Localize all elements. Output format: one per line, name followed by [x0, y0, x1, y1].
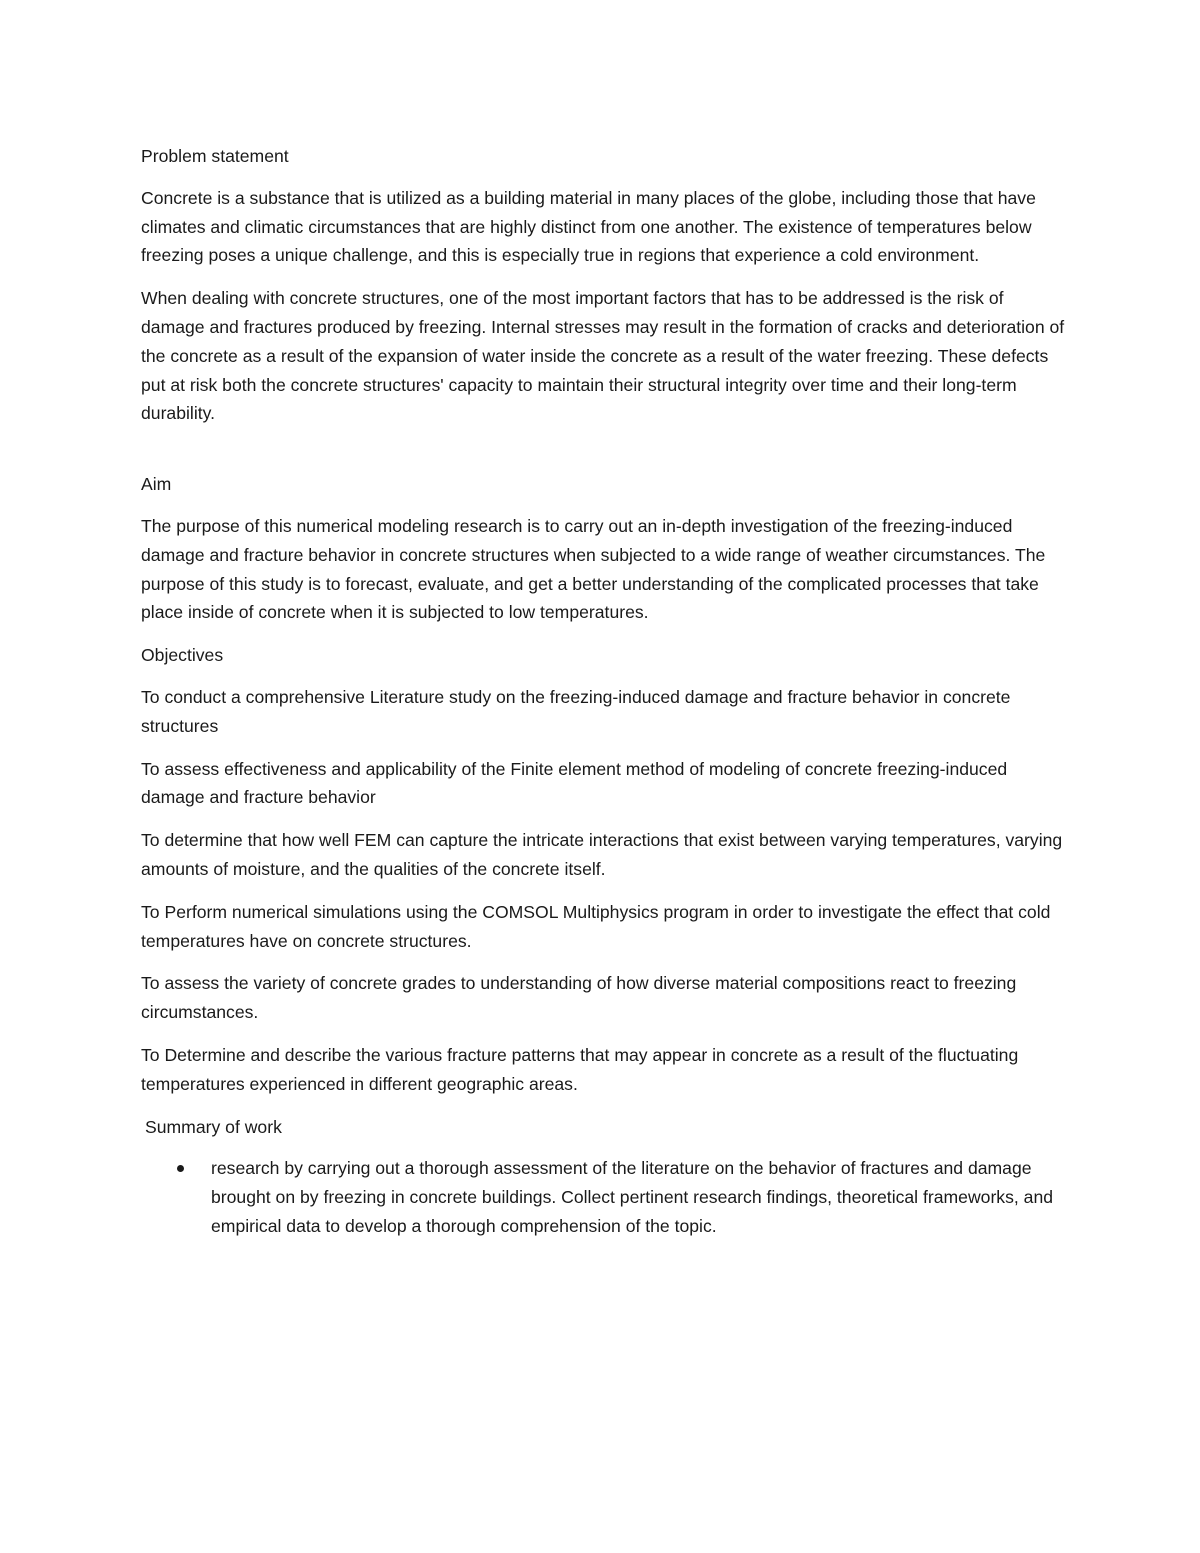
objective-item: To assess effectiveness and applicability of the Finite element method of modeling of concrete freezing-induced damage and fracture behavior: [141, 758, 1008, 808]
summary-bullet-item: [141, 1154, 1071, 1240]
document-page: [141, 142, 1071, 1255]
aim-paragraph: The purpose of this numerical modeling research is to carry out an in-depth investigation of the freezing-induced damage and fracture behavior in concrete structures when subjected to a wide range of weather circumstances. The purpose of this study is to forecast, evaluate, and get a better understanding of the complicated processes that take place inside of concrete when it is subjected to low temperatures.: [141, 515, 1046, 623]
objectives-heading: Objectives: [141, 645, 224, 666]
summary-heading: Summary of work: [145, 1116, 282, 1137]
objective-item: To Determine and describe the various fracture patterns that may appear in concrete as a result of the fluctuating temperatures experienced in different geographic areas.: [141, 1044, 1019, 1094]
problem-statement-heading: Problem statement: [141, 146, 289, 166]
objective-item: To Perform numerical simulations using the COMSOL Multiphysics program in order to investigate the effect that cold temperatures have on concrete structures.: [141, 901, 1051, 951]
objective-item: To conduct a comprehensive Literature study on the freezing-induced damage and fracture behavior in concrete structures: [141, 686, 1011, 736]
summary-bullet-text: research by carrying out a thorough assessment of the literature on the behavior of fractures and damage brought on by freezing in concrete buildings. Collect pertinent research findings, theoretical frameworks, and empirical data to develop a thorough comprehension of the topic.: [211, 1158, 1054, 1236]
aim-heading: Aim: [141, 474, 172, 495]
bullet-icon: [177, 1165, 184, 1172]
objective-item: To determine that how well FEM can capture the intricate interactions that exist between varying temperatures, varying amounts of moisture, and the qualities of the concrete itself.: [141, 830, 1063, 879]
problem-paragraph-2: When dealing with concrete structures, one of the most important factors that has to be addressed is the risk of damage and fractures produced by freezing. Internal stresses may result in the formation of cracks and deterioration of the concrete as a result of the expansion of water inside the concrete as a result of the water freezing. These defects put at risk both the concrete structures' capacity to maintain their structural integrity over time and their long-term durability.: [141, 288, 1065, 424]
objective-item: To assess the variety of concrete grades to understanding of how diverse material compositions react to freezing circumstances.: [141, 973, 1017, 1023]
problem-paragraph-1: Concrete is a substance that is utilized as a building material in many places of the globe, including those that have climates and climatic circumstances that are highly distinct from one another. The existence of temperatures below freezing poses a unique challenge, and this is especially true in regions that experience a cold environment.: [141, 187, 1036, 266]
